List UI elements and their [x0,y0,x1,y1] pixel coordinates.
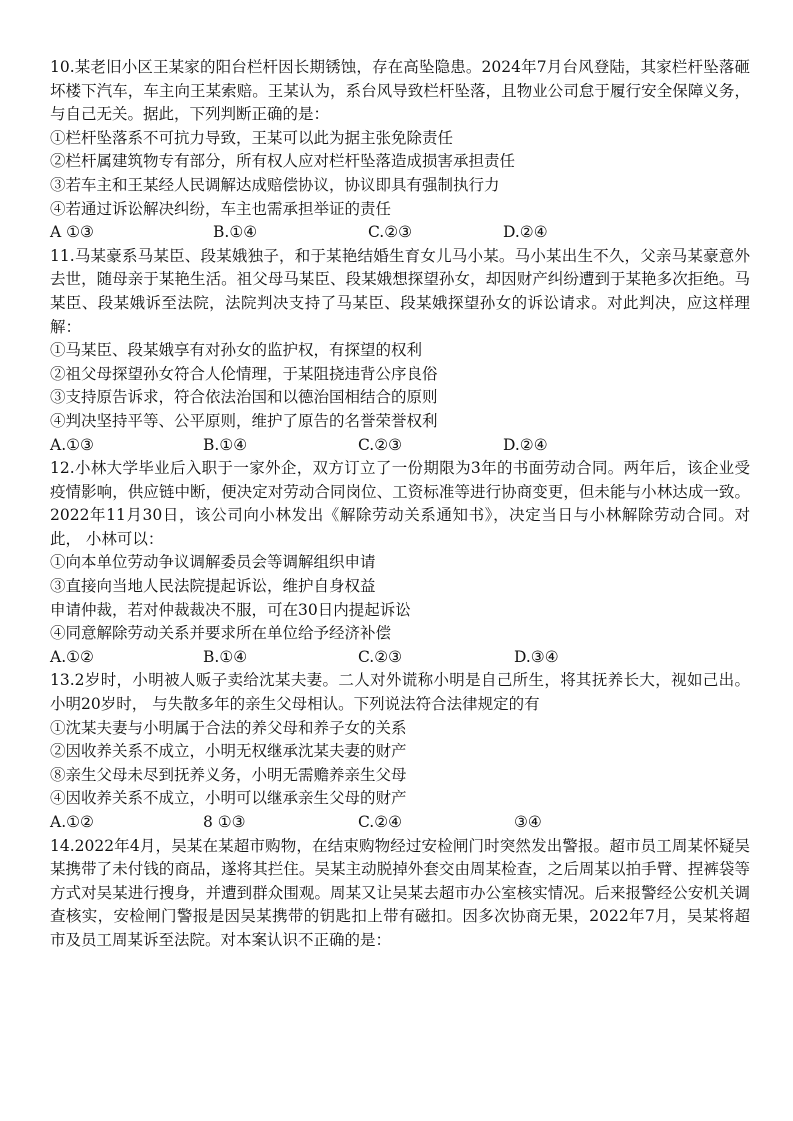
answer-b: B.①④ [203,435,248,454]
option-2: ②祖父母探望孙女符合人伦情理，于某阻挠违背公序良俗 [50,364,438,383]
answer-c: C.②④ [358,813,403,831]
answer-b: B.①④ [203,647,248,666]
option-2: ③直接向当地人民法院提起诉讼，维护自身权益 [50,577,376,596]
option-1: ①栏杆坠落系不可抗力导致，王某可以此为据主张免除责任 [50,128,454,147]
question-stem: 12.小林大学毕业后入职于一家外企，双方订立了一份期限为3年的书面劳动合同。两年后，该企业受疫情影响，供应链中断，便决定对劳动合同岗位、工资标准等进行协商变更，但未能与小林达成一致。2022年11月30日，该公司向小林发出《解除劳动关系通知书》，决定当日与小林解除劳动合同。对此， 小林可以： [50,459,750,548]
answer-a: A ①③ [50,223,94,242]
answer-b: B.①④ [213,223,258,242]
option-4: ④同意解除劳动关系并要求所在单位给予经济补偿 [50,624,392,643]
question-12 [50,457,750,669]
exam-page [50,56,750,953]
option-1: ①沈某夫妻与小明属于合法的养父母和养子女的关系 [50,718,407,737]
option-4: ④因收养关系不成立，小明可以继承亲生父母的财产 [50,789,407,808]
question-10 [50,56,750,245]
answer-choices [50,646,750,670]
question-stem: 13.2岁时，小明被人贩子卖给沈某夫妻。二人对外谎称小明是自己所生，将其抚养长大，视如己出。小明20岁时， 与失散多年的亲生父母相认。下列说法符合法律规定的有 [50,671,750,714]
question-stem: 10.某老旧小区王某家的阳台栏杆因长期锈蚀，存在高坠隐患。2024年7月台风登陆，其家栏杆坠落砸坏楼下汽车，车主向王某索赔。王某认为，系台风导致栏杆坠落，且物业公司怠于履行安全保障义务，与自己无关。据此，下列判断正确的是： [50,58,750,124]
answer-d: D.③④ [514,647,559,666]
option-2: ②因收养关系不成立，小明无权继承沈某夫妻的财产 [50,742,407,761]
answer-d: ③④ [514,813,542,831]
question-stem: 11.马某豪系马某臣、段某娥独子，和于某艳结婚生育女儿马小某。马小某出生不久，父亲马某豪意外去世，随母亲于某艳生活。祖父母马某臣、段某娥想探望孙女，却因财产纠纷遭到于某艳多次拒绝。马某臣、段某娥诉至法院，法院判决支持了马某臣、段某娥探望孙女的诉讼请求。对此判决，应这样理解： [50,246,750,336]
answer-c: C.②③ [358,647,403,666]
answer-d: D.②④ [503,435,548,454]
answer-c: C.②③ [358,435,403,454]
answer-choices [50,811,750,835]
answer-a: A.①② [50,813,94,831]
answer-a: A.①③ [50,435,94,454]
question-11 [50,245,750,457]
answer-a: A.①② [50,647,94,666]
answer-choices [50,434,750,458]
answer-c: C.②③ [368,223,413,242]
option-3: ③支持原告诉求，符合依法治国和以德治国相结合的原则 [50,388,438,407]
option-1: ①马某臣、段某娥享有对孙女的监护权，有探望的权利 [50,341,423,360]
question-13 [50,669,750,834]
option-2: ②栏杆属建筑物专有部分，所有权人应对栏杆坠落造成损害承担责任 [50,152,516,171]
answer-b: 8 ①③ [203,813,246,831]
option-1: ①向本单位劳动争议调解委员会等调解组织申请 [50,553,376,572]
answer-choices [50,221,750,245]
option-3: ⑧亲生父母未尽到抚养义务，小明无需赡养亲生父母 [50,765,407,784]
option-3: 申请仲裁，若对仲裁裁决不服，可在30日内提起诉讼 [50,600,411,619]
question-stem: 14.2022年4月，吴某在某超市购物，在结束购物经过安检闸门时突然发出警报。超市员工周某怀疑吴某携带了未付钱的商品，遂将其拦住。吴某主动脱掉外套交由周某检查，之后周某以拍手臂、捏裤袋等方式对吴某进行搜身，并遭到群众围观。周某又让吴某去超市办公室核实情况。后来报警经公安机关调查核实，安检闸门警报是因吴某携带的钥匙扣上带有磁扣。因多次协商无果，2022年7月，吴某将超市及员工周某诉至法院。对本案认识不正确的是： [50,836,750,949]
option-4: ④判决坚持平等、公平原则，维护了原告的名誉荣誉权利 [50,411,438,430]
answer-d: D.②④ [503,223,548,242]
question-14 [50,835,750,953]
option-3: ③若车主和王某经人民调解达成赔偿协议，协议即具有强制执行力 [50,175,500,194]
option-4: ④若通过诉讼解决纠纷，车主也需承担举证的责任 [50,199,392,218]
